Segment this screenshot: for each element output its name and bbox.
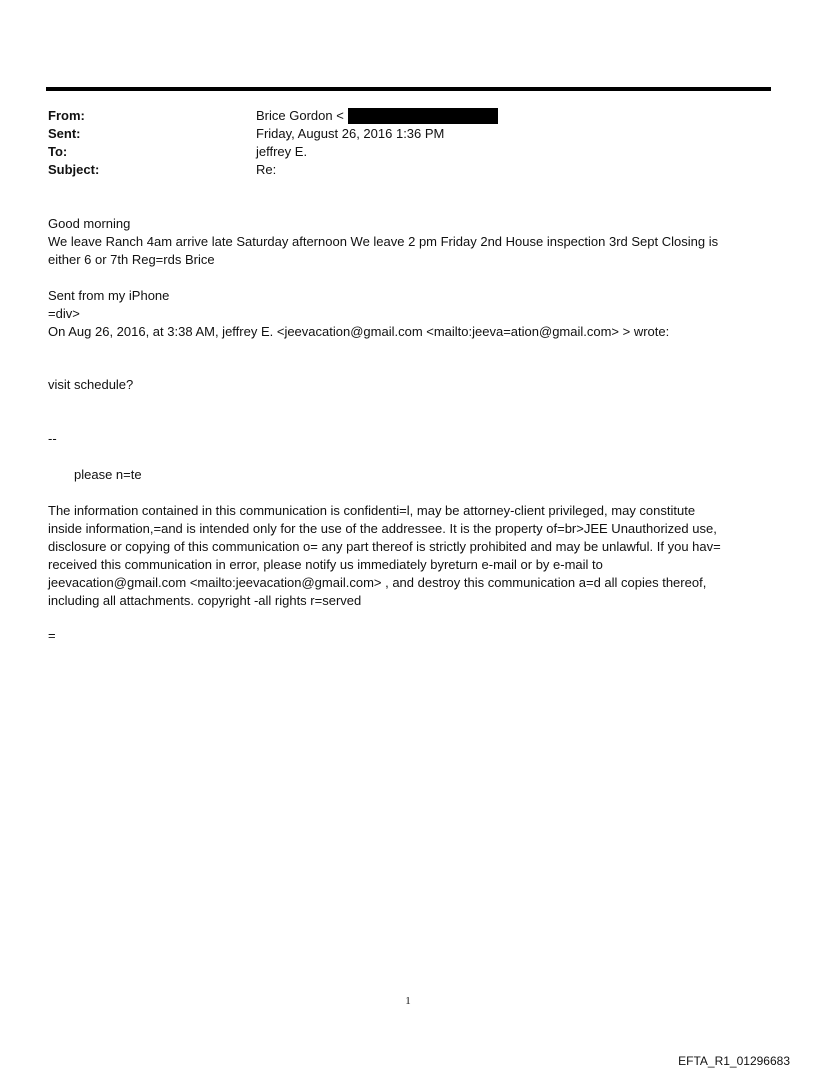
subject-label: Subject:: [48, 162, 100, 177]
greeting: Good morning: [48, 216, 131, 231]
separator: --: [48, 431, 57, 446]
trailing-equals: =: [48, 628, 56, 643]
signature-block: [48, 287, 748, 341]
disclaimer-line: disclosure or copying of this communication o= any part thereof is strictly prohibited and may be unlawful. If you hav=: [48, 539, 721, 554]
quote-header: On Aug 26, 2016, at 3:38 AM, jeffrey E. <jeevacation@gmail.com <mailto:jeeva=ation@gmail.com> > wrote:: [48, 324, 670, 339]
disclaimer-line: including all attachments. copyright -all rights r=served: [48, 593, 362, 608]
redaction-block: [348, 108, 498, 124]
from-label: From:: [48, 108, 85, 123]
message-line: We leave Ranch 4am arrive late Saturday afternoon We leave 2 pm Friday 2nd House inspection 3rd Sept Closing is: [48, 234, 719, 249]
disclaimer-line: inside information,=and is intended only for the use of the addressee. It is the property of=br>JEE Unauthorized use,: [48, 521, 717, 536]
from-value: Brice Gordon <: [256, 108, 344, 123]
from-value-wrap: [256, 107, 498, 125]
to-row: [48, 143, 498, 161]
signature: Sent from my iPhone: [48, 288, 170, 303]
header-divider: [46, 87, 771, 91]
disclaimer: [48, 502, 748, 610]
sent-value: Friday, August 26, 2016 1:36 PM: [256, 126, 445, 141]
disclaimer-line: received this communication in error, please notify us immediately byreturn e-mail or by e-mail to: [48, 557, 603, 572]
message-block: [48, 215, 748, 269]
from-row: [48, 107, 498, 125]
quoted-question: visit schedule?: [48, 377, 134, 392]
disclaimer-line: The information contained in this communication is confidenti=l, may be attorney-client privileged, may constitute: [48, 503, 696, 518]
subject-value: Re:: [256, 162, 277, 177]
div-tag-text: =div>: [48, 306, 80, 321]
subject-row: [48, 161, 498, 179]
sent-row: [48, 125, 498, 143]
to-label: To:: [48, 144, 68, 159]
document-id: EFTA_R1_01296683: [678, 1054, 790, 1068]
disclaimer-line: jeevacation@gmail.com <mailto:jeevacation@gmail.com> , and destroy this communication a=d all copies thereof,: [48, 575, 707, 590]
email-header: [48, 107, 498, 179]
message-line: either 6 or 7th Reg=rds Brice: [48, 252, 215, 267]
sent-label: Sent:: [48, 126, 81, 141]
to-value: jeffrey E.: [256, 144, 308, 159]
page-number: 1: [405, 995, 411, 1007]
please-note: please n=te: [74, 467, 142, 482]
